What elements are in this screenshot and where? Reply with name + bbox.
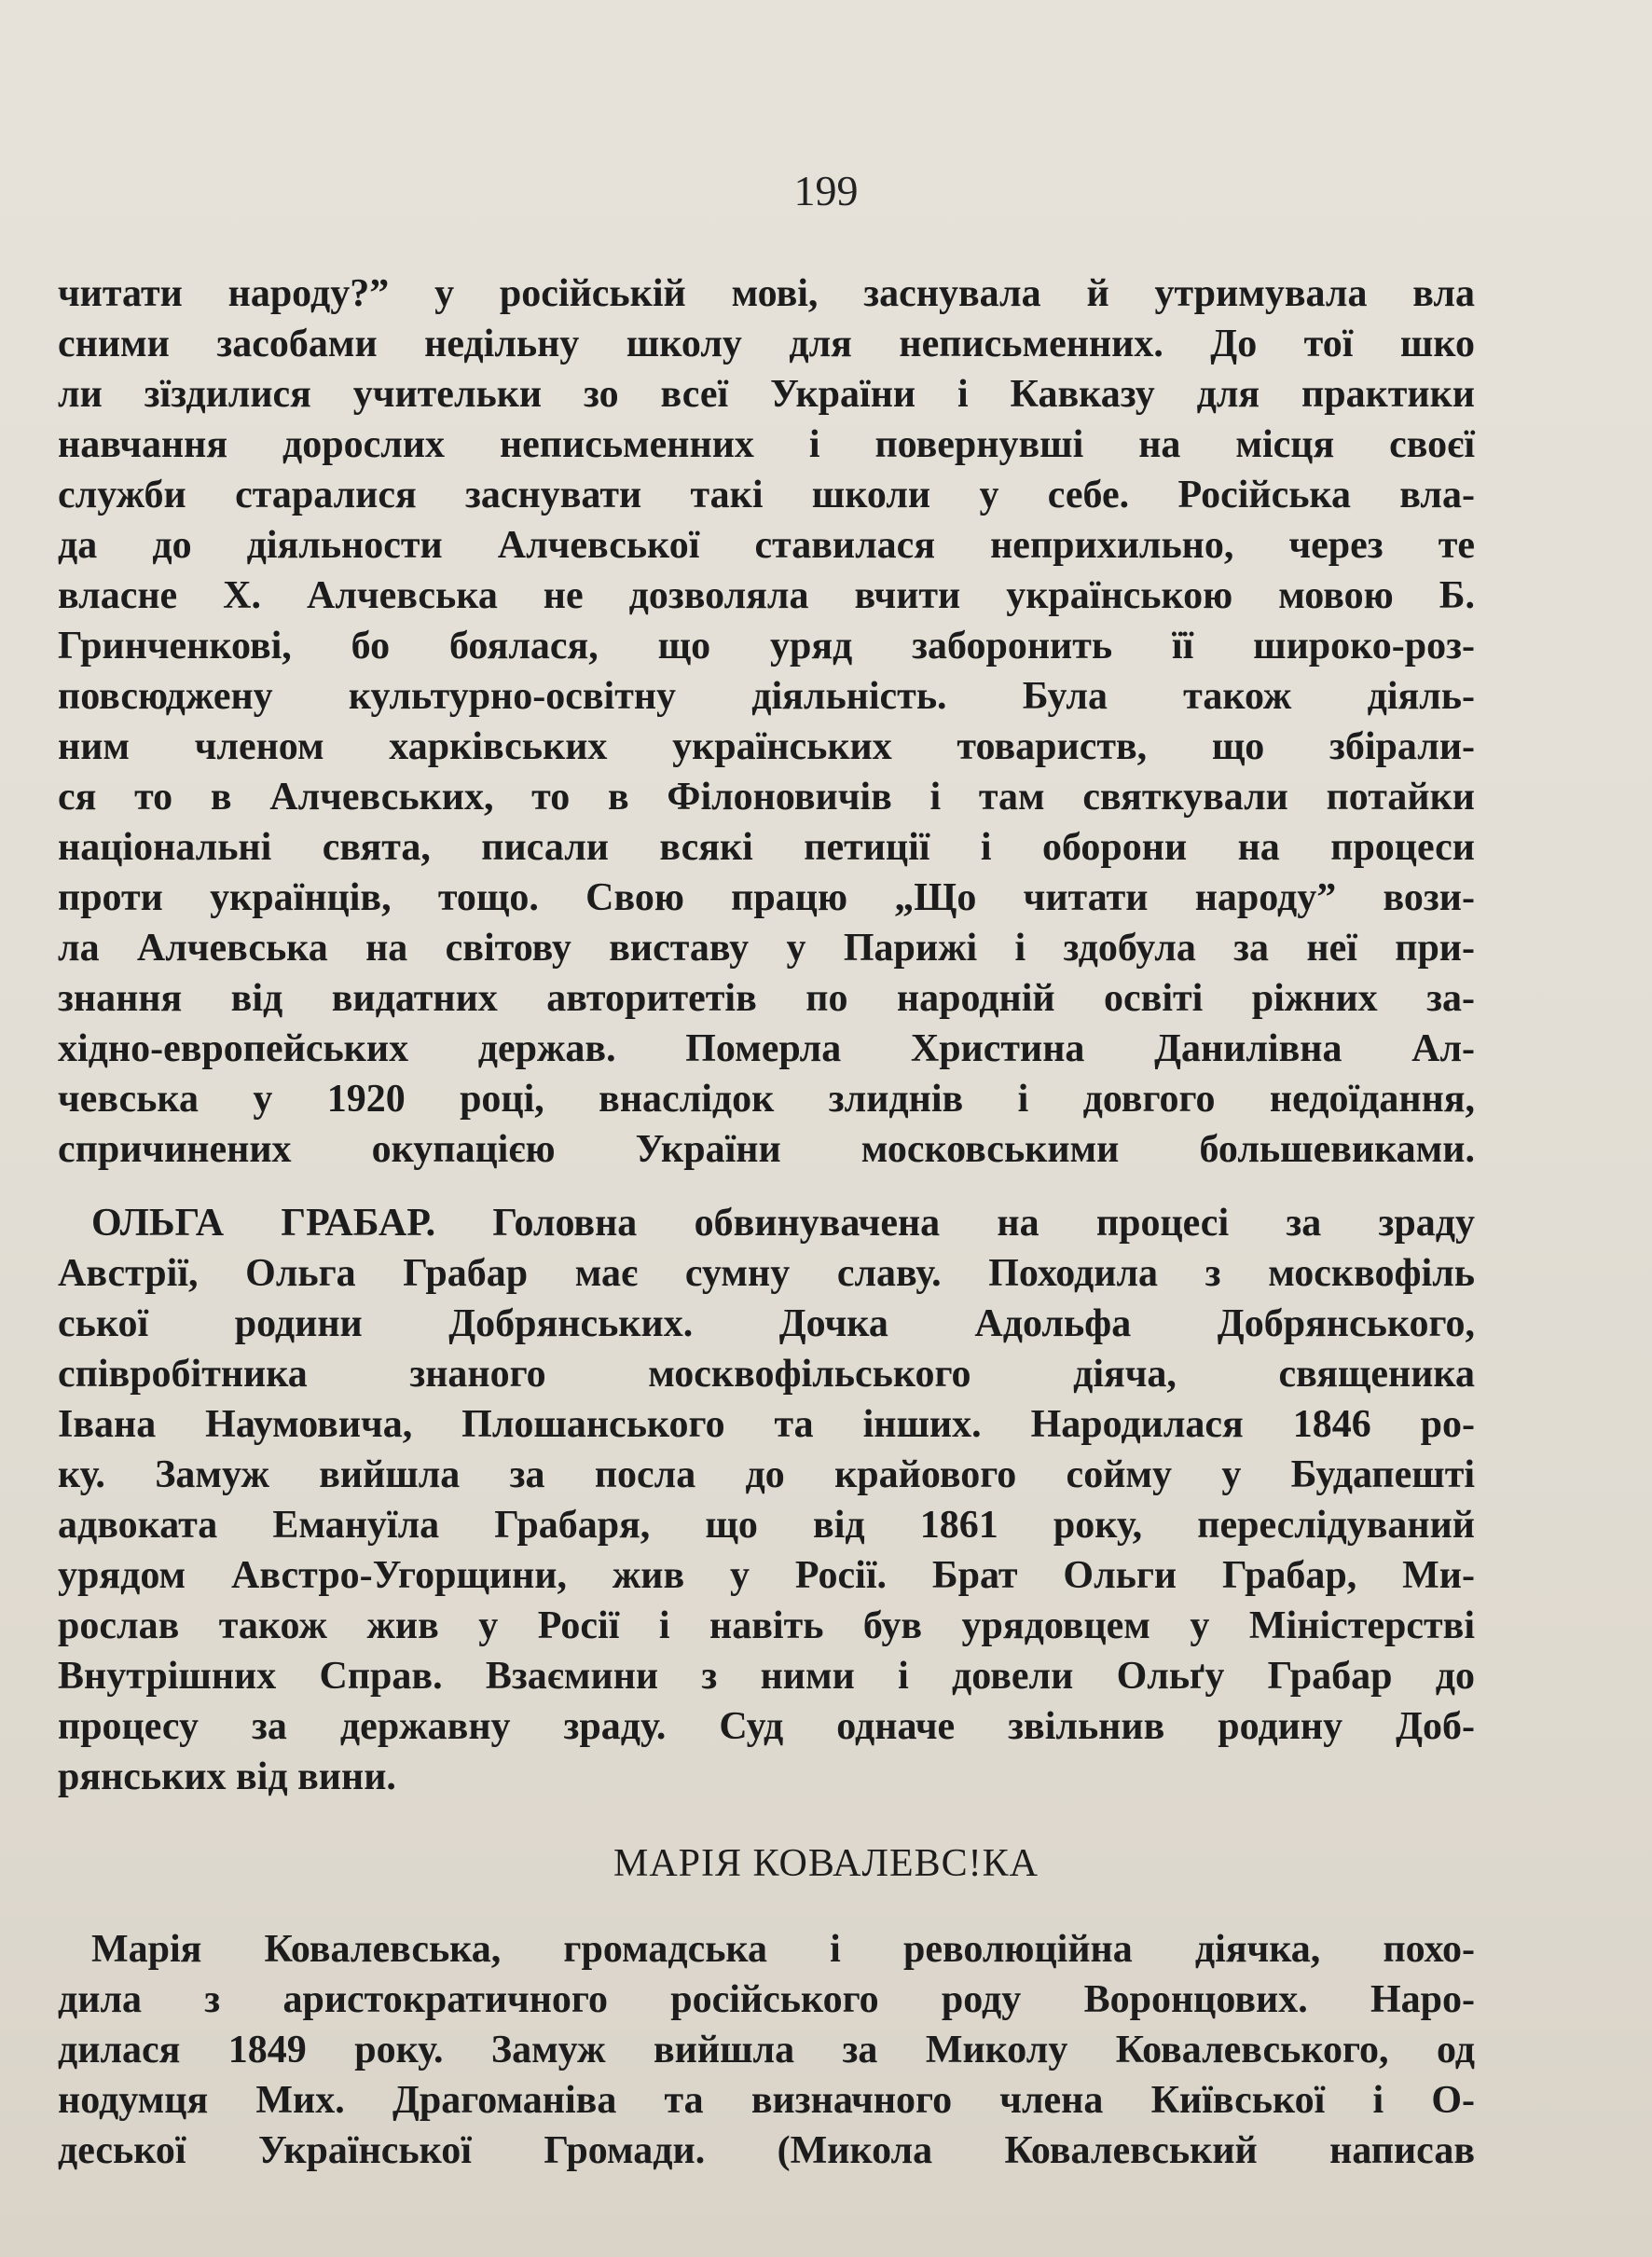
text-line: дила з аристократичного російського роду Воронцових. Наро- — [58, 1978, 1475, 2021]
text-line: рослав також жив у Росії і навіть був урядовцем у Міністерстві — [58, 1604, 1475, 1647]
text-line: ла Алчевська на світову виставу у Парижі і здобула за неї при- — [58, 927, 1475, 970]
text-line: Марія Ковалевська, громадська і революційна діячка, похо- — [91, 1928, 1475, 1971]
text-line: адвоката Емануїла Грабаря, що від 1861 року, переслідуваний — [58, 1504, 1475, 1547]
text-line: сними засобами недільну школу для неписьменних. До тої шко — [58, 323, 1475, 365]
text-line: ли зїздилися учительки зо всеї України і Кавказу для практики — [58, 373, 1475, 416]
text-line: Івана Наумовича, Плошанського та інших. Народилася 1846 ро- — [58, 1403, 1475, 1446]
text-line: співробітника знаного москвофільського діяча, священика — [58, 1353, 1475, 1396]
text-line: Гринченкові, бо боялася, що уряд заборонить її широко-роз- — [58, 625, 1475, 667]
text-line: національні свята, писали всякі петиції і оборони на процеси — [58, 826, 1475, 869]
text-line: спричинених окупацією України московськими большевиками. — [58, 1128, 1475, 1171]
text-line: навчання дорослих неписьменних і повернувші на місця своєї — [58, 423, 1475, 466]
text-line: да до діяльности Алчевської ставилася неприхильно, через те — [58, 524, 1475, 567]
text-line: деської Української Громади. (Микола Ковалевський написав — [58, 2129, 1475, 2172]
text-line: читати народу?” у російській мові, заснувала й утримувала вла — [58, 272, 1475, 315]
text-line: рянських від вини. — [58, 1755, 396, 1798]
text-line: повсюджену культурно-освітну діяльність. Була також діяль- — [58, 675, 1475, 718]
text-line: дилася 1849 року. Замуж вийшла за Миколу Ковалевського, од — [58, 2029, 1475, 2071]
text-line: проти українців, тощо. Свою працю „Що читати народу” вози- — [58, 876, 1475, 919]
paragraph-olga-grabar — [58, 1198, 1475, 1802]
text-line: власне Х. Алчевська не дозволяла вчити українською мовою Б. — [58, 574, 1475, 617]
text-line: ся то в Алчевських, то в Філоновичів і там святкували потайки — [58, 776, 1475, 819]
text-line: Внутрішних Справ. Взаємини з ними і довели Ольґу Грабар до — [58, 1655, 1475, 1698]
text-line: урядом Австро-Угорщини, жив у Росії. Брат Ольги Грабар, Ми- — [58, 1554, 1475, 1597]
text-line: служби старалися заснувати такі школи у себе. Російська вла- — [58, 474, 1475, 516]
text-line: ним членом харківських українських товариств, що збірали- — [58, 725, 1475, 768]
paragraph-kovalevska — [58, 1924, 1475, 2176]
text-line: чевська у 1920 році, внаслідок злиднів і довгого недоїдання, — [58, 1078, 1475, 1121]
text-line: ської родини Добрянських. Дочка Адольфа Добрянського, — [58, 1302, 1475, 1345]
text-line: хідно-европейських держав. Померла Христина Данилівна Ал- — [58, 1027, 1475, 1070]
text-line: нодумця Мих. Драгоманіва та визначного члена Київської і О- — [58, 2079, 1475, 2122]
text-line: знання від видатних авторитетів по народній освіті ріжних за- — [58, 977, 1475, 1020]
text-line: ОЛЬГА ГРАБАР. Головна обвинувачена на процесі за зраду — [91, 1202, 1475, 1245]
page-number: 199 — [793, 167, 859, 214]
paragraph-alchevska — [58, 268, 1475, 1175]
text-line: Австрії, Ольга Грабар має сумну славу. Походила з москвофіль — [58, 1252, 1475, 1295]
text-line: процесу за державну зраду. Суд одначе звільнив родину Доб- — [58, 1705, 1475, 1748]
section-heading: МАРІЯ КОВАЛЕВС!КА — [613, 1842, 1039, 1885]
text-line: ку. Замуж вийшла за посла до крайового сойму у Будапешті — [58, 1453, 1475, 1496]
